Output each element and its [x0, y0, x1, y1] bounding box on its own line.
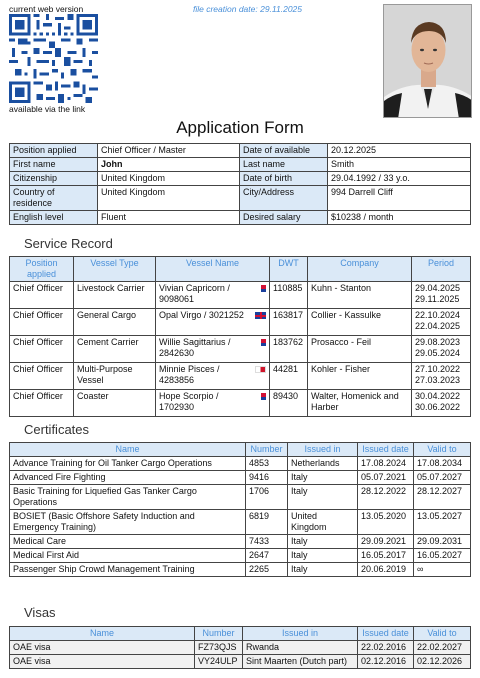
col-cert-valid-to: Valid to [414, 443, 471, 457]
qr-caption: available via the link [9, 104, 86, 114]
certificate-issued-date: 13.05.2020 [358, 510, 414, 535]
certificate-row [10, 563, 471, 577]
certificate-issued-in: Italy [288, 563, 358, 577]
service-company: Kuhn - Stanton [308, 282, 412, 309]
period-from: 29.04.2025 [415, 283, 461, 293]
certificate-issued-date: 17.08.2024 [358, 457, 414, 471]
col-visa-issued-in: Issued in [243, 627, 358, 641]
service-period [412, 390, 471, 417]
last-name-label: Last name [240, 158, 328, 172]
certificate-issued-in: Italy [288, 535, 358, 549]
col-vessel-type: Vessel Type [74, 257, 156, 282]
certificate-name: BOSIET (Basic Offshore Safety Induction and Emergency Training) [10, 510, 246, 535]
visa-number: FZ73QJS [195, 641, 243, 655]
certificate-issued-in: Netherlands [288, 457, 358, 471]
col-company: Company [308, 257, 412, 282]
city-value: 994 Darrell Cliff [328, 186, 471, 211]
certificate-issued-date: 16.05.2017 [358, 549, 414, 563]
file-creation-date: file creation date: 29.11.2025 [193, 4, 303, 14]
certificate-number: 2647 [246, 549, 288, 563]
col-period: Period [412, 257, 471, 282]
service-vessel-name [156, 363, 270, 390]
col-cert-issued-date: Issued date [358, 443, 414, 457]
application-row [10, 211, 471, 225]
certificate-issued-date: 28.12.2022 [358, 485, 414, 510]
service-row [10, 282, 471, 309]
page-title: Application Form [176, 118, 304, 137]
citizenship-label: Citizenship [10, 172, 98, 186]
certificates-header-row [10, 443, 471, 457]
visa-row [10, 655, 471, 669]
service-record-table [9, 256, 471, 417]
uk-flag-icon [255, 312, 266, 319]
service-header-row [10, 257, 471, 282]
visa-issued-date: 22.02.2016 [358, 641, 414, 655]
certificate-number: 9416 [246, 471, 288, 485]
profile-photo [383, 4, 472, 118]
certificates-table [9, 442, 471, 577]
period-to: 29.05.2024 [415, 348, 461, 358]
certificate-issued-date: 29.09.2021 [358, 535, 414, 549]
panama-flag-icon [255, 339, 266, 346]
visa-valid-to: 02.12.2026 [414, 655, 471, 669]
visas-title: Visas [24, 605, 56, 620]
service-vessel-name [156, 336, 270, 363]
col-cert-name: Name [10, 443, 246, 457]
col-visa-name: Name [10, 627, 195, 641]
certificate-issued-date: 05.07.2021 [358, 471, 414, 485]
certificate-issued-in: Italy [288, 485, 358, 510]
certificate-row [10, 457, 471, 471]
service-company: Walter, Homenick and Harber [308, 390, 412, 417]
visa-name: OAE visa [10, 655, 195, 669]
period-to: 27.03.2023 [415, 375, 461, 385]
visa-number: VY24ULP [195, 655, 243, 669]
certificate-issued-in: United Kingdom [288, 510, 358, 535]
period-to: 30.06.2022 [415, 402, 461, 412]
col-vessel-name: Vessel Name [156, 257, 270, 282]
application-row [10, 144, 471, 158]
service-vessel-name-text: Willie Sagittarius / 2842630 [159, 337, 231, 358]
service-dwt: 44281 [270, 363, 308, 390]
service-dwt: 89430 [270, 390, 308, 417]
certificate-row [10, 549, 471, 563]
certificate-row [10, 510, 471, 535]
visas-header-row [10, 627, 471, 641]
certificate-name: Basic Training for Liquefied Gas Tanker Cargo Operations [10, 485, 246, 510]
certificate-valid-to: 13.05.2027 [414, 510, 471, 535]
visa-row [10, 641, 471, 655]
qr-code[interactable] [9, 14, 98, 103]
service-period [412, 363, 471, 390]
service-vessel-name [156, 390, 270, 417]
panama-flag-icon [255, 285, 266, 292]
service-dwt: 183762 [270, 336, 308, 363]
certificate-number: 2265 [246, 563, 288, 577]
col-cert-number: Number [246, 443, 288, 457]
certificate-issued-in: Italy [288, 549, 358, 563]
period-from: 29.08.2023 [415, 337, 461, 347]
english-label: English level [10, 211, 98, 225]
certificate-number: 6819 [246, 510, 288, 535]
certificate-issued-date: 20.06.2019 [358, 563, 414, 577]
col-dwt: DWT [270, 257, 308, 282]
service-period [412, 336, 471, 363]
first-name-value: John [98, 158, 240, 172]
panama-flag-icon [255, 393, 266, 400]
period-to: 29.11.2025 [415, 294, 460, 304]
last-name-value: Smith [328, 158, 471, 172]
service-vessel-type: Coaster [74, 390, 156, 417]
dob-value: 29.04.1992 / 33 y.o. [328, 172, 471, 186]
salary-value: $10238 / month [328, 211, 471, 225]
country-value: United Kingdom [98, 186, 240, 211]
certificate-valid-to: 05.07.2027 [414, 471, 471, 485]
service-row [10, 309, 471, 336]
position-applied-label: Position applied [10, 144, 98, 158]
certificate-valid-to: 28.12.2027 [414, 485, 471, 510]
certificate-name: Passenger Ship Crowd Management Training [10, 563, 246, 577]
service-record-title: Service Record [24, 236, 113, 251]
country-label: Country of residence [10, 186, 98, 211]
visas-table [9, 626, 471, 669]
date-available-value: 20.12.2025 [328, 144, 471, 158]
service-vessel-name-text: Minnie Pisces / 4283856 [159, 364, 220, 385]
service-vessel-type: Livestock Carrier [74, 282, 156, 309]
period-to: 22.04.2025 [415, 321, 461, 331]
visa-issued-in: Rwanda [243, 641, 358, 655]
certificate-issued-in: Italy [288, 471, 358, 485]
certificate-valid-to: 29.09.2031 [414, 535, 471, 549]
certificate-row [10, 535, 471, 549]
service-dwt: 110885 [270, 282, 308, 309]
visa-issued-in: Sint Maarten (Dutch part) [243, 655, 358, 669]
visa-issued-date: 02.12.2016 [358, 655, 414, 669]
service-company: Kohler - Fisher [308, 363, 412, 390]
service-row [10, 363, 471, 390]
period-from: 27.10.2022 [415, 364, 461, 374]
service-vessel-name-text: Vivian Capricorn / 9098061 [159, 283, 230, 304]
certificate-number: 4853 [246, 457, 288, 471]
malta-flag-icon [255, 366, 266, 373]
application-table [9, 143, 471, 225]
salary-label: Desired salary [240, 211, 328, 225]
first-name-label: First name [10, 158, 98, 172]
city-label: City/Address [240, 186, 328, 211]
service-period [412, 282, 471, 309]
service-position: Chief Officer [10, 282, 74, 309]
service-position: Chief Officer [10, 363, 74, 390]
service-row [10, 336, 471, 363]
service-vessel-type: Cement Carrier [74, 336, 156, 363]
service-dwt: 163817 [270, 309, 308, 336]
service-company: Collier - Kassulke [308, 309, 412, 336]
certificate-valid-to: ∞ [414, 563, 471, 577]
certificate-name: Medical First Aid [10, 549, 246, 563]
certificate-valid-to: 16.05.2027 [414, 549, 471, 563]
current-web-version-label: current web version [9, 4, 84, 14]
certificate-name: Advance Training for Oil Tanker Cargo Operations [10, 457, 246, 471]
col-position: Position applied [10, 257, 74, 282]
period-from: 22.10.2024 [415, 310, 461, 320]
application-row [10, 172, 471, 186]
period-from: 30.04.2022 [415, 391, 461, 401]
service-position: Chief Officer [10, 336, 74, 363]
service-vessel-type: Multi-Purpose Vessel [74, 363, 156, 390]
dob-label: Date of birth [240, 172, 328, 186]
service-vessel-type: General Cargo [74, 309, 156, 336]
visa-name: OAE visa [10, 641, 195, 655]
service-vessel-name [156, 309, 270, 336]
application-row [10, 158, 471, 172]
col-visa-number: Number [195, 627, 243, 641]
date-available-label: Date of available [240, 144, 328, 158]
service-vessel-name [156, 282, 270, 309]
service-row [10, 390, 471, 417]
certificate-name: Advanced Fire Fighting [10, 471, 246, 485]
position-applied-value: Chief Officer / Master [98, 144, 240, 158]
service-vessel-name-text: Hope Scorpio / 1702930 [159, 391, 219, 412]
col-cert-issued-in: Issued in [288, 443, 358, 457]
service-vessel-name-text: Opal Virgo / 3021252 [159, 310, 244, 320]
citizenship-value: United Kingdom [98, 172, 240, 186]
certificate-row [10, 471, 471, 485]
application-row [10, 186, 471, 211]
service-company: Prosacco - Feil [308, 336, 412, 363]
certificate-row [10, 485, 471, 510]
certificate-name: Medical Care [10, 535, 246, 549]
service-position: Chief Officer [10, 309, 74, 336]
certificates-title: Certificates [24, 422, 90, 437]
service-position: Chief Officer [10, 390, 74, 417]
visa-valid-to: 22.02.2027 [414, 641, 471, 655]
certificate-valid-to: 17.08.2034 [414, 457, 471, 471]
col-visa-issued-date: Issued date [358, 627, 414, 641]
service-period [412, 309, 471, 336]
col-visa-valid-to: Valid to [414, 627, 471, 641]
certificate-number: 1706 [246, 485, 288, 510]
certificate-number: 7433 [246, 535, 288, 549]
english-value: Fluent [98, 211, 240, 225]
